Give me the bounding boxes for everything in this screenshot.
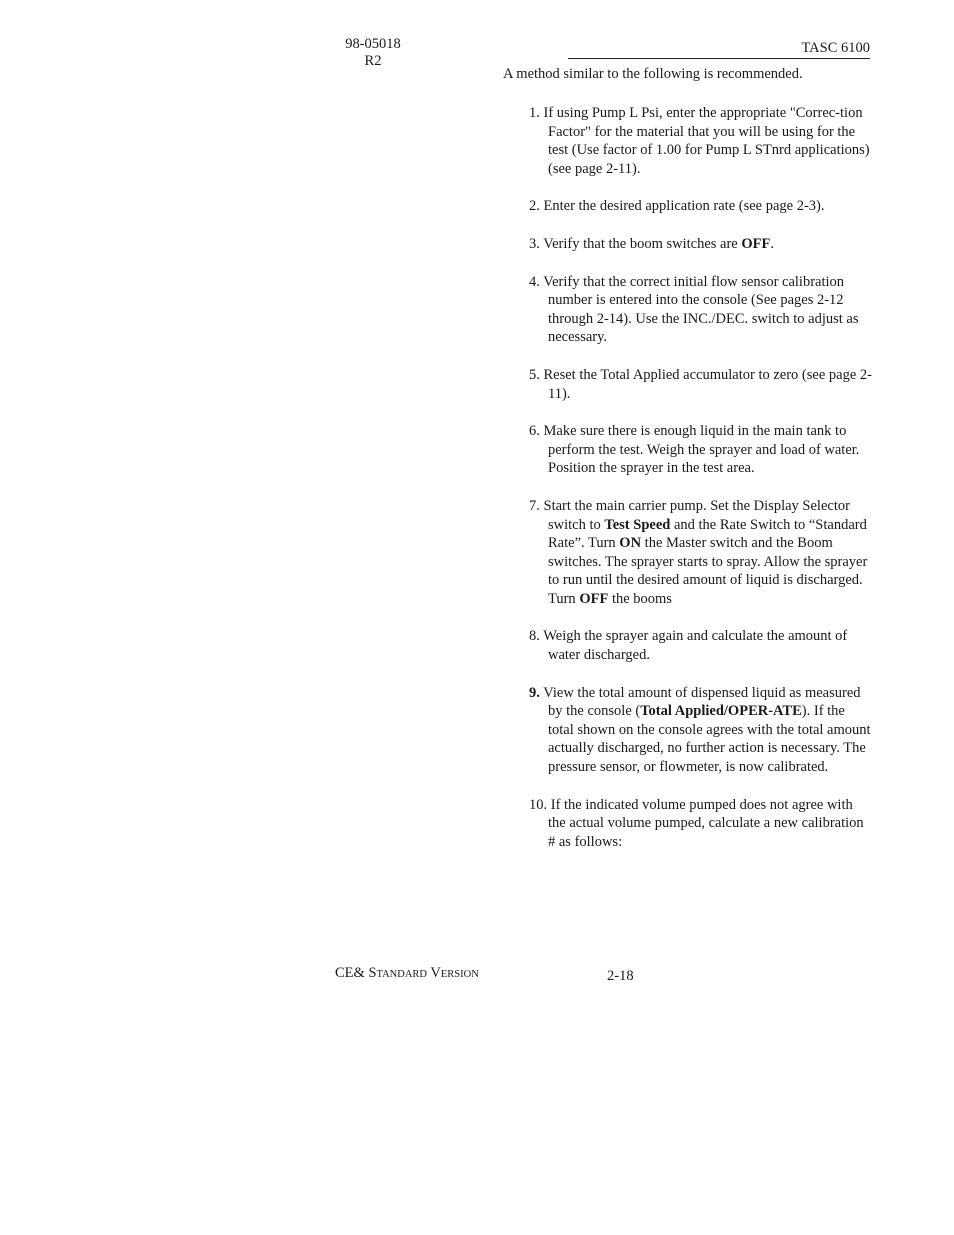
step-text: Verify that the correct initial flow sensor calibration number is entered into the console (See pages 2-12 through 2-14). Use the INC./DEC. switch to adjust as necessary. <box>543 273 859 346</box>
step-number: 4. <box>529 273 540 290</box>
footer-version-tandard: TANDARD <box>376 969 428 980</box>
footer-version-ce: CE <box>335 965 354 981</box>
step-number: 7. <box>529 497 540 514</box>
step-text-bold: OFF <box>741 235 771 252</box>
step-text: Verify that the boom switches are <box>543 235 742 252</box>
procedure-step <box>529 235 873 254</box>
procedure-step <box>529 684 873 777</box>
footer-version-ersion: ERSION <box>440 969 479 980</box>
page-number: 2-18 <box>607 968 634 984</box>
step-text: the booms <box>608 590 672 607</box>
step-text: Weigh the sprayer again and calculate the amount of water discharged. <box>543 628 848 664</box>
step-number: 2. <box>529 198 540 215</box>
step-text: If using Pump L Psi, enter the appropriate "Correc-tion Factor" for the material that you will be using for the test (Use factor of 1.00 for Pump L STnrd applications) (see page 2-11). <box>543 105 870 177</box>
intro-text: A method similar to the following is recommended. <box>503 66 803 82</box>
procedure-steps-list <box>529 104 873 870</box>
procedure-step <box>529 273 873 347</box>
step-text: . <box>770 235 774 252</box>
step-text-bold: Total Applied/OPER-ATE <box>640 703 802 720</box>
document-number: 98-05018 <box>345 36 401 52</box>
step-text: Enter the desired application rate (see page 2-3). <box>543 198 825 215</box>
step-number: 5. <box>529 366 540 383</box>
step-number: 3. <box>529 235 540 252</box>
document-title: TASC 6100 <box>801 40 870 56</box>
step-number: 9. <box>529 684 540 701</box>
document-number-block <box>318 36 428 70</box>
step-number: 10. <box>529 796 548 813</box>
step-text: the Master switch and the Boom switches. The sprayer starts to spray. Allow the sprayer to run until the desired amount of liquid is discharged. Turn <box>548 535 868 607</box>
step-text: If the indicated volume pumped does not agree with the actual volume pumped, calculate a new calibration # as follows: <box>548 796 864 850</box>
footer-version-v: V <box>430 965 441 981</box>
footer-version-s: S <box>368 965 377 981</box>
footer-version-amp: & <box>353 965 365 981</box>
step-text: Reset the Total Applied accumulator to zero (see page 2-11). <box>543 366 872 402</box>
procedure-step <box>529 422 873 478</box>
procedure-step <box>529 796 873 852</box>
revision-label: R2 <box>364 53 382 69</box>
step-text: View the total amount of dispensed liquid as measured by the console ( <box>543 684 861 720</box>
step-text: Make sure there is enough liquid in the main tank to perform the test. Weigh the sprayer and load of water. Position the sprayer in the test area. <box>543 423 860 477</box>
step-text: ). If the total shown on the console agrees with the total amount actually discharged, no further action is necessary. The pressure sensor, or flowmeter, is now calibrated. <box>548 703 871 776</box>
procedure-step <box>529 627 873 664</box>
procedure-step <box>529 197 873 216</box>
step-text-bold: OFF <box>579 590 609 607</box>
step-text-bold: Test Speed <box>604 516 671 533</box>
step-text: and the Rate Switch to “Standard Rate”. Turn <box>548 516 867 552</box>
procedure-step <box>529 497 873 609</box>
step-number: 6. <box>529 423 540 440</box>
step-number: 8. <box>529 628 540 645</box>
header-rule <box>568 58 870 59</box>
procedure-step <box>529 104 873 178</box>
step-number: 1. <box>529 105 540 121</box>
footer-version <box>335 965 479 982</box>
procedure-step <box>529 366 873 403</box>
step-text-bold: ON <box>619 535 642 552</box>
step-text: Start the main carrier pump. Set the Display Selector switch to <box>543 497 850 533</box>
